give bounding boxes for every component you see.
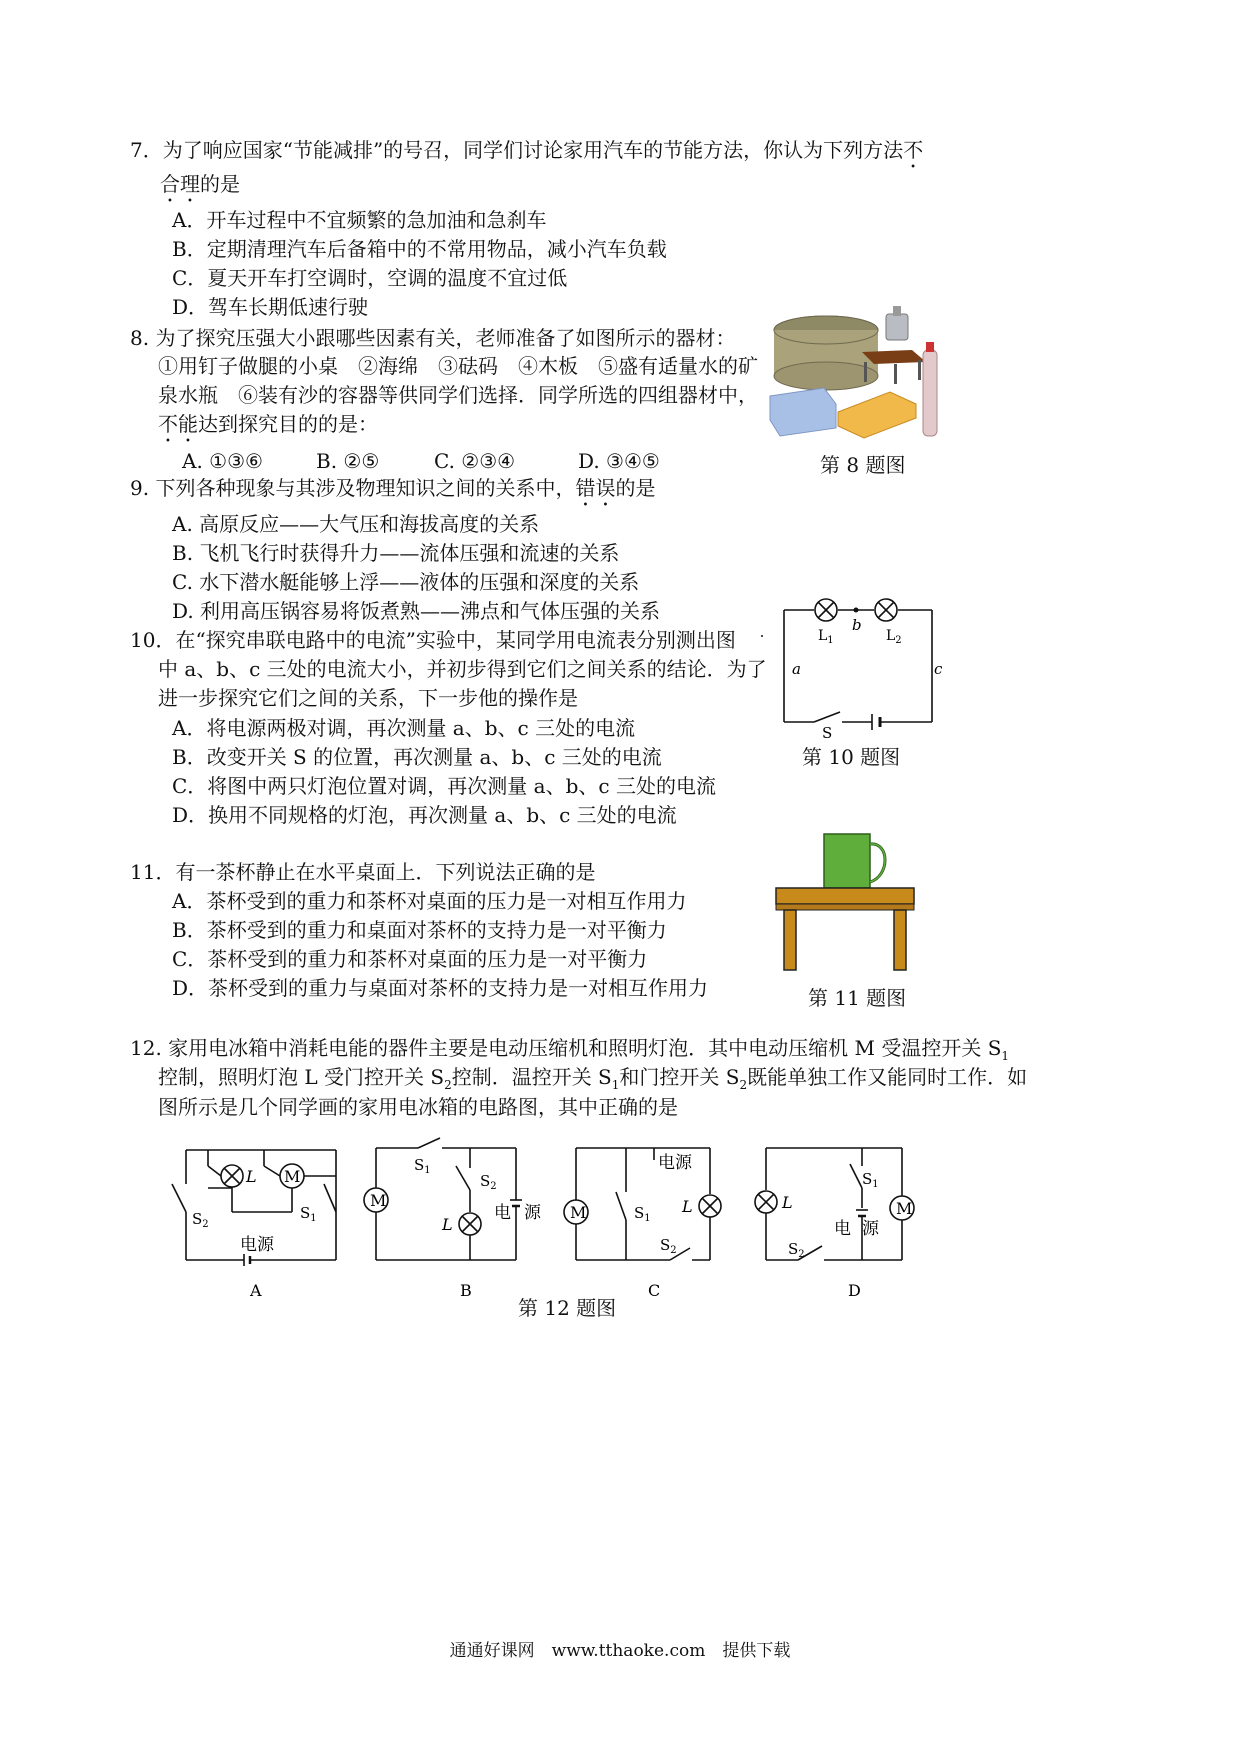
q12d-label-l: L bbox=[782, 1193, 793, 1212]
q10-stem-2: 中 a、b、c 三处的电流大小，并初步得到它们之间关系的结论．为了 bbox=[158, 657, 767, 681]
q8-option-b: B. ②⑤ bbox=[316, 449, 380, 473]
q10-option-a: A．将电源两极对调，再次测量 a、b、c 三处的电流 bbox=[172, 716, 636, 740]
q9-option-b: B. 飞机飞行时获得升力——流体压强和流速的关系 bbox=[172, 541, 620, 565]
q12-letter-c: C bbox=[648, 1281, 661, 1300]
q11-option-b: B．茶杯受到的重力和桌面对茶杯的支持力是一对平衡力 bbox=[172, 918, 667, 942]
q8-stem-3: 泉水瓶 ⑥装有沙的容器等供同学们选择．同学所选的四组器材中， bbox=[158, 383, 758, 407]
q12-caption: 第 12 题图 bbox=[518, 1296, 617, 1320]
q11-option-c: C．茶杯受到的重力和茶杯对桌面的压力是一对平衡力 bbox=[172, 947, 648, 971]
q12-circuit-diagrams bbox=[150, 1128, 930, 1308]
q12d-power-b: 源 bbox=[862, 1219, 879, 1239]
q8-stem-2: ①用钉子做腿的小桌 ②海绵 ③砝码 ④木板 ⑤盛有适量水的矿 bbox=[158, 354, 758, 378]
q10-caption: 第 10 题图 bbox=[802, 745, 901, 769]
q12d-power-a: 电 bbox=[834, 1219, 851, 1239]
q12c-label-l: L bbox=[682, 1197, 693, 1216]
q7-option-d: D．驾车长期低速行驶 bbox=[172, 295, 369, 319]
q12b-label-s2: $S_2$ bbox=[480, 1172, 497, 1192]
q12-stem-1: 12. 家用电冰箱中消耗电能的器件主要是电动压缩机和照明灯泡．其中电动压缩机 M 受温控开关 $S_1$ bbox=[130, 1036, 1010, 1063]
q10-option-c: C．将图中两只灯泡位置对调，再次测量 a、b、c 三处的电流 bbox=[172, 774, 716, 798]
q10-option-d: D．换用不同规格的灯泡，再次测量 a、b、c 三处的电流 bbox=[172, 803, 677, 827]
q8-stem-1: 8. 为了探究压强大小跟哪些因素有关，老师准备了如图所示的器材： bbox=[130, 326, 736, 350]
q8-option-a: A. ①③⑥ bbox=[182, 449, 263, 473]
q12b-power-b: 源 bbox=[524, 1203, 541, 1223]
q11-stem: 11．有一茶杯静止在水平桌面上．下列说法正确的是 bbox=[130, 860, 596, 884]
q7-option-b: B．定期清理汽车后备箱中的不常用物品，减小汽车负载 bbox=[172, 237, 667, 261]
q12c-power: 电源 bbox=[658, 1153, 692, 1173]
q7-stem: 7．为了响应国家“节能减排”的号召，同学们讨论家用汽车的节能方法，你认为下列方法不 bbox=[130, 138, 924, 162]
q7-stem-2: 合理的是 bbox=[160, 172, 240, 196]
q8-equipment-figure bbox=[766, 300, 944, 442]
q12b-label-s1: $S_1$ bbox=[414, 1156, 431, 1176]
q12c-label-s2: $S_2$ bbox=[660, 1236, 677, 1256]
q12b-motor-m: M bbox=[370, 1191, 387, 1210]
q12-letter-b: B bbox=[460, 1281, 472, 1300]
q12-stem-2: 控制，照明灯泡 L 受门控开关 $S_2$控制．温控开关 $S_1$和门控开关 $S_2$既能单独工作又能同时工作．如 bbox=[158, 1065, 1028, 1092]
q12b-power-a: 电 bbox=[494, 1203, 511, 1223]
q12c-label-s1: $S_1$ bbox=[634, 1204, 651, 1224]
q11-option-d: D．茶杯受到的重力与桌面对茶杯的支持力是一对相互作用力 bbox=[172, 976, 709, 1000]
q12-letter-a: A bbox=[250, 1281, 262, 1300]
q8-caption: 第 8 题图 bbox=[820, 453, 906, 477]
q7-option-c: C．夏天开车打空调时，空调的温度不宜过低 bbox=[172, 266, 568, 290]
q9-option-a: A. 高原反应——大气压和海拔高度的关系 bbox=[172, 512, 540, 536]
q12a-motor-m: M bbox=[284, 1167, 301, 1186]
q10-stem-1: 10．在“探究串联电路中的电流”实验中，某同学用电流表分别测出图 bbox=[130, 628, 736, 652]
q10-stem-3: 进一步探究它们之间的关系，下一步他的操作是 bbox=[158, 686, 578, 710]
q9-stem: 9. 下列各种现象与其涉及物理知识之间的关系中，错误的是 bbox=[130, 476, 656, 500]
q9-option-c: C. 水下潜水艇能够上浮——液体的压强和深度的关系 bbox=[172, 570, 640, 594]
q12-letter-d: D bbox=[848, 1281, 861, 1300]
q11-option-a: A．茶杯受到的重力和茶杯对桌面的压力是一对相互作用力 bbox=[172, 889, 687, 913]
q10-label-l2: $L_2$ bbox=[886, 628, 902, 646]
q12d-label-s1: $S_1$ bbox=[862, 1170, 879, 1190]
q12a-label-l: L bbox=[246, 1167, 257, 1186]
footer-download-note: 通通好课网 www.tthaoke.com 提供下载 bbox=[449, 1641, 791, 1661]
q12c-motor-m: M bbox=[570, 1203, 587, 1222]
q10-label-l1: $L_1$ bbox=[818, 628, 834, 646]
q12a-label-s1: $S_1$ bbox=[300, 1204, 317, 1224]
q12d-motor-m: M bbox=[896, 1199, 913, 1218]
q10-label-a: a bbox=[792, 660, 801, 678]
q12-stem-3: 图所示是几个同学画的家用电冰箱的电路图，其中正确的是 bbox=[158, 1095, 678, 1119]
q12a-label-s2: $S_2$ bbox=[192, 1210, 209, 1230]
q10-label-s: S bbox=[822, 724, 833, 742]
q10-label-b: b bbox=[852, 616, 862, 634]
q12a-power: 电源 bbox=[240, 1235, 274, 1255]
q9-option-d: D. 利用高压锅容易将饭煮熟——沸点和气体压强的关系 bbox=[172, 599, 661, 623]
q12d-label-s2: $S_2$ bbox=[788, 1240, 805, 1260]
q12b-label-l: L bbox=[442, 1215, 453, 1234]
q8-option-c: C. ②③④ bbox=[434, 449, 516, 473]
q11-cup-on-table-figure bbox=[772, 828, 918, 972]
q7-option-a: A．开车过程中不宜频繁的急加油和急刹车 bbox=[172, 208, 547, 232]
q10-label-c: c bbox=[934, 660, 943, 678]
q10-option-b: B．改变开关 S 的位置，再次测量 a、b、c 三处的电流 bbox=[172, 745, 662, 769]
q11-caption: 第 11 题图 bbox=[808, 986, 907, 1010]
q8-option-d: D. ③④⑤ bbox=[578, 449, 660, 473]
q10-series-circuit bbox=[756, 596, 950, 742]
q8-stem-4: 不能达到探究目的的是： bbox=[158, 412, 378, 436]
